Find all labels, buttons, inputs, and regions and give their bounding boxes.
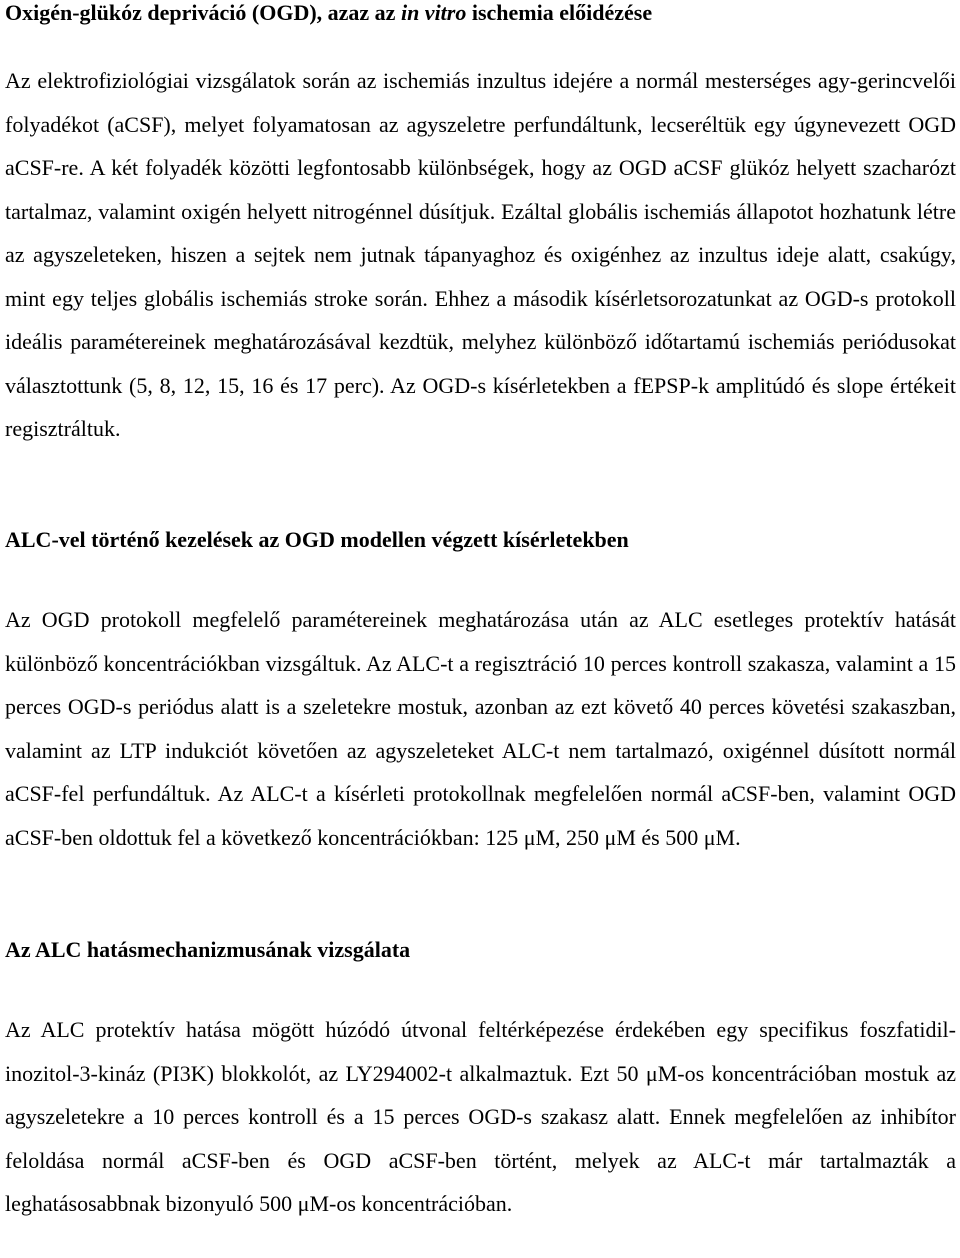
paragraph-ogd-method: Az elektrofiziológiai vizsgálatok során az ischemiás inzultus idejére a normál mesterséges agy-gerincvelői folyadékot (aCSF), melyet folyamatosan az agyszeletre perfundáltunk, lecseréltük egy úgynevezett OGD aCSF-re. A két folyadék közötti legfontosabb különbségek, hogy az OGD aCSF glükóz helyett szacharózt tartalmaz, valamint oxigén helyett nitrogénnel dúsítjuk. Ezáltal globális ischemiás állapotot hozhatunk létre az agyszeleteken, hiszen a sejtek nem jutnak tápanyaghoz és oxigénhez az inzultus ideje alatt, csakúgy, mint egy teljes globális ischemiás stroke során. Ehhez a második kísérletsorozatunkat az OGD-s protokoll ideális paramétereinek meghatározásával kezdtük, melyhez különböző időtartamú ischemiás periódusokat választottunk (5, 8, 12, 15, 16 és 17 perc). Az OGD-s kísérletekben a fEPSP-k amplitúdó és slope értékeit regisztráltuk.: [5, 68, 956, 441]
heading-text-post: ischemia előidézése: [466, 0, 653, 25]
paragraph-alc-treatment: Az OGD protokoll megfelelő paramétereinek meghatározása után az ALC esetleges protektív hatását különböző koncentrációkban vizsgáltuk. Az ALC-t a regisztráció 10 perces kontroll szakasza, valamint a 15 perces OGD-s periódus alatt is a szeletekre mostuk, azonban az ezt követő 40 perces követési szakaszban, valamint az LTP indukciót követően az agyszeleteket ALC-t nem tartalmazó, oxigénnel dúsított normál aCSF-fel perfundáltuk. Az ALC-t a kísérleti protokollnak megfelelően normál aCSF-ben, valamint OGD aCSF-ben oldottuk fel a következő koncentrációkban: 125 μM, 250 μM és 500 μM.: [5, 607, 956, 850]
heading-text-italic: in vitro: [400, 0, 467, 25]
heading-text-pre: Oxigén-glükóz depriváció (OGD), azaz az: [5, 0, 401, 25]
paragraph-alc-mechanism: Az ALC protektív hatása mögött húzódó útvonal feltérképezése érdekében egy specifikus foszfatidil-inozitol-3-kináz (PI3K) blokkolót, az LY294002-t alkalmaztuk. Ezt 50 μM-os koncentrációban mostuk az agyszeletekre a 10 perces kontroll és a 15 perces OGD-s szakasz alatt. Ennek megfelelően az inhibítor feloldása normál aCSF-ben és OGD aCSF-ben történt, melyek az ALC-t már tartalmazták a leghatásosabbnak bizonyuló 500 μM-os koncentrációban.: [5, 1017, 956, 1216]
section-heading-alc-mechanism: Az ALC hatásmechanizmusának vizsgálata: [5, 937, 411, 962]
section-heading-alc-treatment: ALC-vel történő kezelések az OGD modellen végzett kísérletekben: [5, 527, 629, 552]
section-heading-ogd: [5, 0, 956, 26]
